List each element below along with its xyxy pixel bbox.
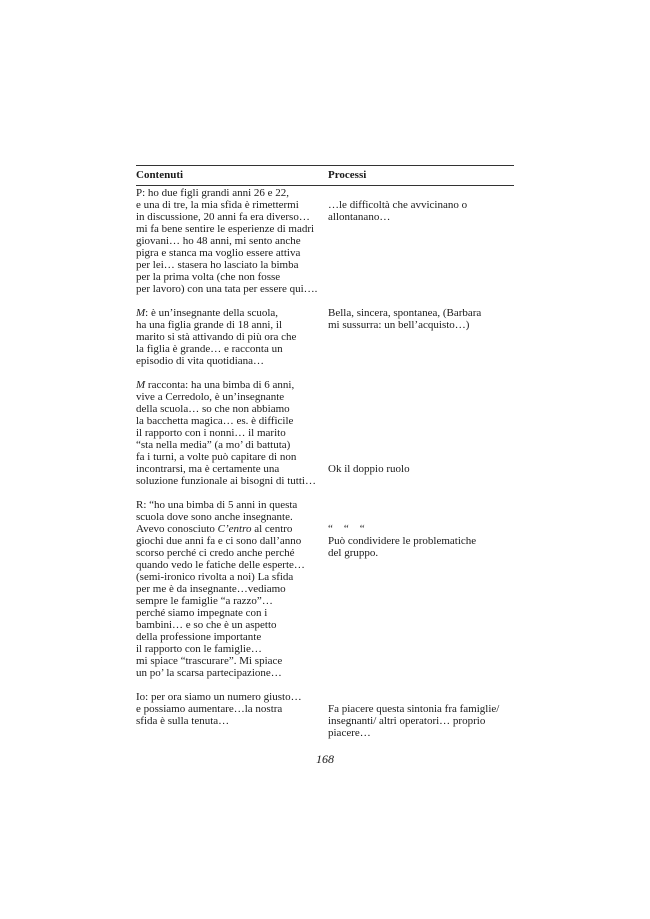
- page-number: 168: [316, 752, 334, 766]
- centro-name: C’entro: [217, 523, 252, 535]
- text-line: Bella, sincera, spontanea, (Barbara: [328, 307, 482, 319]
- text-line: Avevo conosciuto C’entro al centro: [136, 523, 293, 535]
- row-io-processi: [328, 703, 516, 739]
- text-line: e possiamo aumentare…la nostra: [136, 703, 283, 715]
- text-line: fa i turni, a volte può capitare di non: [136, 451, 297, 463]
- text-line: ha una figlia grande di 18 anni, il: [136, 319, 283, 331]
- text-line: scorso perché ci credo anche perché: [136, 547, 295, 559]
- text-line: della professione importante: [136, 631, 262, 643]
- text-line: Io: per ora siamo un numero giusto…: [136, 691, 302, 703]
- row-p-processi: [328, 199, 516, 223]
- row-m1-processi: [328, 307, 516, 331]
- text-line: allontanano…: [328, 211, 391, 223]
- text-line: mi sussurra: un bell’acquisto…): [328, 319, 470, 331]
- text-line: M racconta: ha una bimba di 6 anni,: [136, 379, 295, 391]
- text-line: M: è un’insegnante della scuola,: [136, 307, 279, 319]
- row-m1-contenuti: [136, 307, 322, 367]
- text-line: quando vedo le fatiche delle esperte…: [136, 559, 305, 571]
- text-line: R: “ho una bimba di 5 anni in questa: [136, 499, 298, 511]
- text-line: in discussione, 20 anni fa era diverso…: [136, 211, 310, 223]
- row-r-processi: [328, 523, 516, 559]
- table-header-rule: [136, 185, 514, 186]
- text-line: …le difficoltà che avvicinano o: [328, 199, 468, 211]
- text-line: incontrarsi, ma è certamente una: [136, 463, 280, 475]
- text-line: marito si stà attivando di più ora che: [136, 331, 297, 343]
- text-line: soluzione funzionale ai bisogni di tutti…: [136, 475, 316, 487]
- text-line: (semi-ironico rivolta a noi) La sfida: [136, 571, 294, 583]
- text-line: il rapporto con i nonni… il marito: [136, 427, 286, 439]
- text-line: giochi due anni fa e ci sono dall’anno: [136, 535, 302, 547]
- row-m2-contenuti: [136, 379, 322, 487]
- text-line: bambini… e so che è un aspetto: [136, 619, 277, 631]
- ditto-marks: “ “ “: [328, 523, 365, 535]
- table-top-rule: [136, 165, 514, 166]
- text-line: per la prima volta (che non fosse: [136, 271, 281, 283]
- text-line: insegnanti/ altri operatori… proprio: [328, 715, 486, 727]
- text-line: giovani… ho 48 anni, mi sento anche: [136, 235, 301, 247]
- text-line: Ok il doppio ruolo: [328, 463, 410, 475]
- text-line: un po’ la scarsa partecipazione…: [136, 667, 282, 679]
- text-line: della scuola… so che non abbiamo: [136, 403, 290, 415]
- text-line: del gruppo.: [328, 547, 379, 559]
- row-r-contenuti: [136, 499, 322, 679]
- text-line: sfida è sulla tenuta…: [136, 715, 230, 727]
- text-line: per me è da insegnante…vediamo: [136, 583, 286, 595]
- text-line: per lavoro) con una tata per essere qui….: [136, 283, 318, 295]
- text-line: piacere…: [328, 727, 371, 739]
- text-line: scuola dove sono anche insegnante.: [136, 511, 293, 523]
- text-line: e una di tre, la mia sfida è rimettermi: [136, 199, 299, 211]
- text-line: Fa piacere questa sintonia fra famiglie/: [328, 703, 500, 715]
- text-line: P: ho due figli grandi anni 26 e 22,: [136, 187, 290, 199]
- row-p-contenuti: [136, 187, 322, 295]
- text-line: episodio di vita quotidiana…: [136, 355, 265, 367]
- text-line: “sta nella media” (a mo’ di battuta): [136, 439, 291, 451]
- row-io-contenuti: [136, 691, 322, 727]
- text-line: per lei… stasera ho lasciato la bimba: [136, 259, 299, 271]
- text-line: Può condividere le problematiche: [328, 535, 477, 547]
- speaker-initial: M: [136, 379, 146, 391]
- speaker-initial: M: [136, 307, 146, 319]
- text-line: la figlia è grande… e racconta un: [136, 343, 283, 355]
- text-line: mi fa bene sentire le esperienze di madri: [136, 223, 315, 235]
- text-line: sempre le famiglie “a razzo”…: [136, 595, 273, 607]
- text-line: vive a Cerredolo, è un’insegnante: [136, 391, 285, 403]
- text-line: perché siamo impegnate con i: [136, 607, 268, 619]
- row-m2-processi: [328, 463, 516, 475]
- text-line: pigra e stanca ma voglio essere attiva: [136, 247, 301, 259]
- text-line: la bacchetta magica… es. è difficile: [136, 415, 294, 427]
- header-processi: Processi: [328, 169, 367, 181]
- header-contenuti: Contenuti: [136, 169, 184, 181]
- text-line: mi spiace “trascurare”. Mi spiace: [136, 655, 283, 667]
- text-line: il rapporto con le famiglie…: [136, 643, 262, 655]
